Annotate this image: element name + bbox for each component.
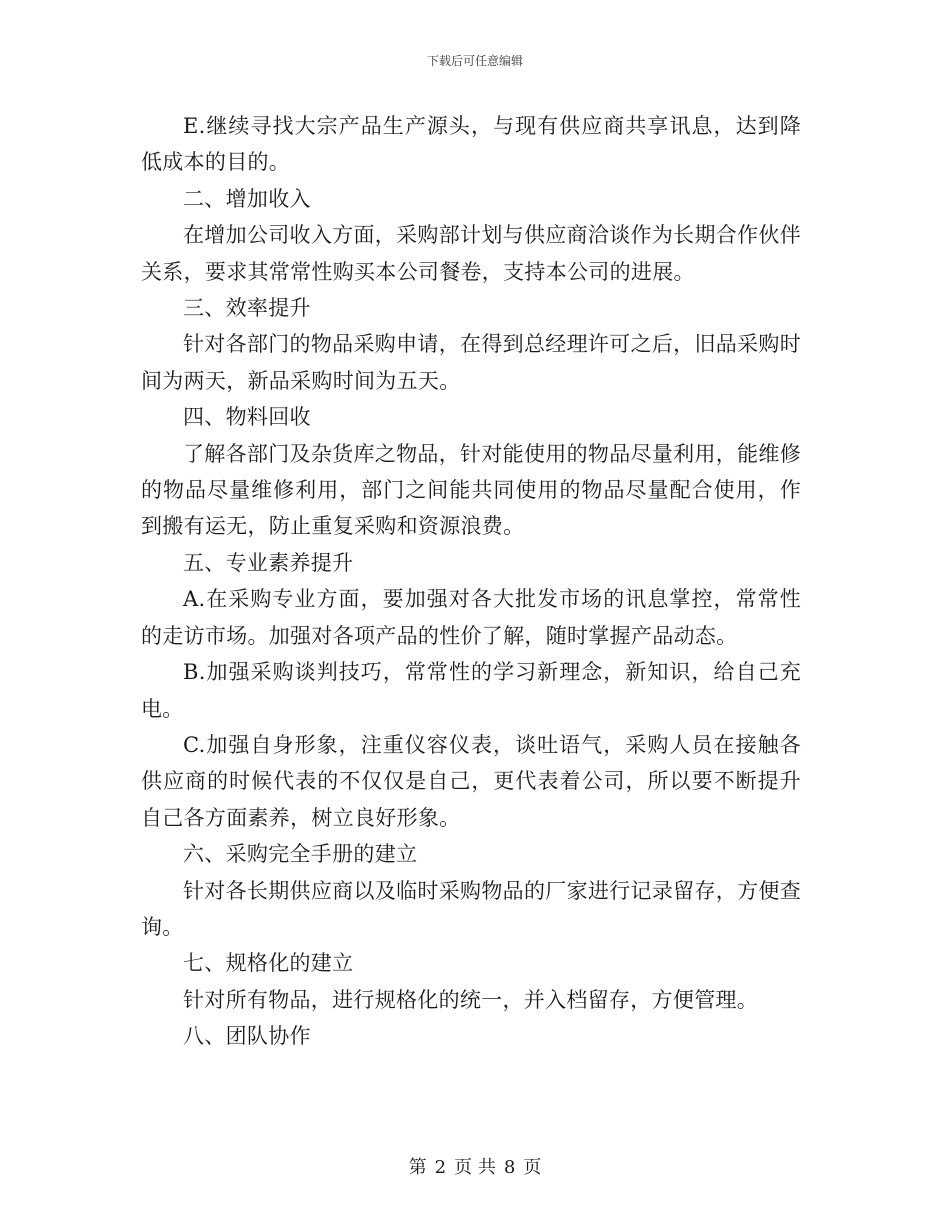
page-label-prefix: 第 xyxy=(408,1157,427,1178)
section-heading: 七、规格化的建立 xyxy=(183,951,354,976)
paragraph: 针对各部门的物品采购申请，在得到总经理许可之后，旧品采购时间为两天，新品采购时间为五天。 xyxy=(141,332,801,393)
section-heading: 八、团队协作 xyxy=(183,1024,311,1049)
document-body xyxy=(141,108,801,1055)
section-heading: 四、物料回收 xyxy=(183,405,311,430)
paragraph: 针对所有物品，进行规格化的统一，并入档留存，方便管理。 xyxy=(183,987,759,1012)
paragraph: 在增加公司收入方面，采购部计划与供应商洽谈作为长期合作伙伴关系，要求其常常性购买本公司餐卷，支持本公司的进展。 xyxy=(141,223,801,284)
page-header: 下载后可任意编辑 xyxy=(426,54,523,68)
current-page-number: 2 xyxy=(434,1157,447,1178)
section-heading: 二、增加收入 xyxy=(183,186,311,211)
section-heading: 六、采购完全手册的建立 xyxy=(183,842,418,867)
paragraph: 了解各部门及杂货库之物品，针对能使用的物品尽量利用，能维修的物品尽量维修利用，部门之间能共同使用的物品尽量配合使用，作到搬有运无，防止重复采购和资源浪费。 xyxy=(141,441,801,539)
paragraph: 针对各长期供应商以及临时采购物品的厂家进行记录留存，方便查询。 xyxy=(141,878,801,939)
page-label-suffix: 页 xyxy=(523,1157,542,1178)
paragraph: B.加强采购谈判技巧，常常性的学习新理念，新知识，给自己充电。 xyxy=(141,660,801,721)
paragraph: C.加强自身形象，注重仪容仪表，谈吐语气，采购人员在接触各供应商的时候代表的不仅仅是自己，更代表着公司，所以要不断提升自己各方面素养，树立良好形象。 xyxy=(141,732,801,830)
total-page-number: 8 xyxy=(503,1157,516,1178)
section-heading: 五、专业素养提升 xyxy=(183,550,354,575)
paragraph: E.继续寻找大宗产品生产源头，与现有供应商共享讯息，达到降低成本的目的。 xyxy=(141,114,801,175)
page-label-middle: 页 共 xyxy=(454,1157,496,1178)
section-heading: 三、效率提升 xyxy=(183,296,311,321)
page-footer xyxy=(0,1153,950,1179)
paragraph: A.在采购专业方面，要加强对各大批发市场的讯息掌控，常常性的走访市场。加强对各项产品的性价了解，随时掌握产品动态。 xyxy=(141,587,801,648)
